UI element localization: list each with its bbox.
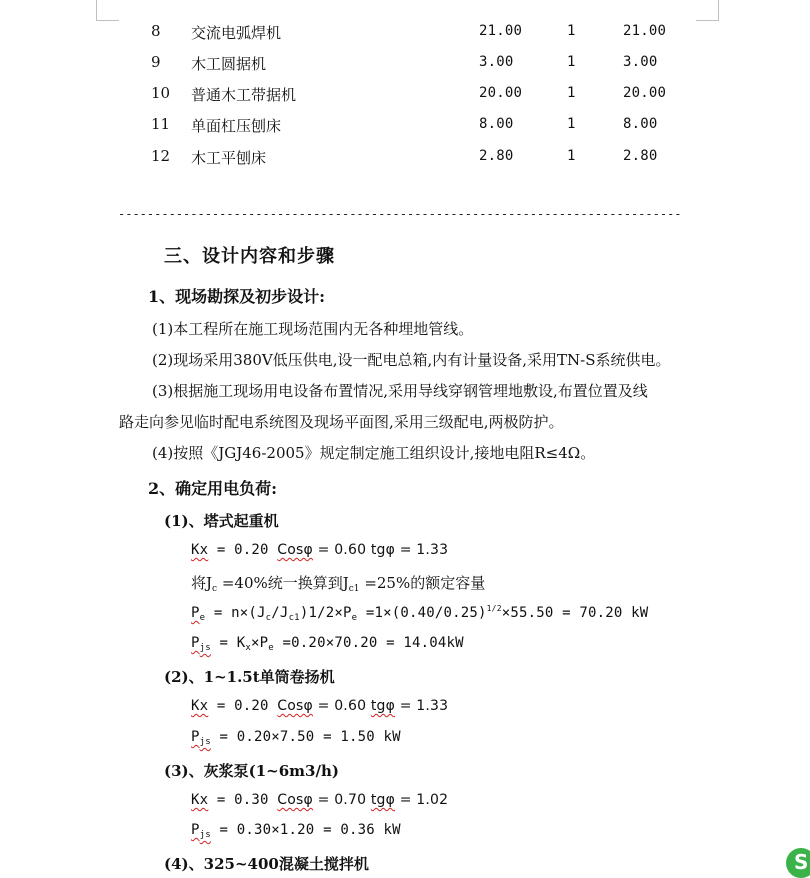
row-power: 20.00 — [479, 85, 523, 101]
kx-label: Kx — [191, 542, 209, 558]
row-no: 12 — [151, 147, 171, 165]
item-title-mixer: (4)、325~400混凝土搅拌机 — [164, 855, 369, 873]
app-logo-icon[interactable]: S — [786, 848, 810, 878]
cos-label: Cosφ — [277, 542, 313, 558]
item-title-pump: (3)、灰浆泵(1~6m3/h) — [164, 762, 339, 780]
page-corner-mark-top-right — [696, 0, 719, 21]
row-name: 普通木工带据机 — [191, 86, 297, 104]
tg-value: = 1.33 — [395, 542, 449, 558]
row-total: 20.00 — [623, 85, 667, 101]
row-power: 8.00 — [479, 116, 514, 132]
row-total: 3.00 — [623, 54, 658, 70]
kx-value: = 0.20 — [208, 542, 278, 558]
page-corner-mark-top-left — [96, 0, 119, 21]
coefficient-line: Kx = 0.20 Cosφ = 0.60 tgφ = 1.33 — [191, 698, 449, 714]
pjs-formula: $P_{js} = K_x\times P_e =0.20\times 70.20 = 14.04kW$ — [191, 635, 464, 653]
row-name: 交流电弧焊机 — [191, 24, 282, 42]
paragraph: 路走向参见临时配电系统图及现场平面图,采用三级配电,两极防护。 — [119, 413, 564, 431]
row-total: 2.80 — [623, 148, 658, 164]
pjs-formula: $P_{js} = 0.30\times 1.20 = 0.36$ kW — [191, 822, 401, 840]
coefficient-line — [191, 542, 448, 558]
conversion-line: 将$J_c =40\%$统一换算到$J_{c1} =25\%$的额定容量 — [191, 574, 486, 594]
row-qty: 1 — [567, 54, 576, 70]
item-title-tower-crane: (1)、塔式起重机 — [164, 512, 279, 530]
section-title: 三、设计内容和步骤 — [164, 246, 335, 267]
row-no: 8 — [151, 22, 161, 40]
row-no: 10 — [151, 84, 171, 102]
row-qty: 1 — [567, 116, 576, 132]
subsection-title-survey: 1、现场勘探及初步设计: — [148, 287, 326, 306]
row-name: 木工圆据机 — [191, 55, 267, 73]
paragraph: (1)本工程所在施工现场范围内无各种埋地管线。 — [152, 320, 474, 338]
pjs-formula: $P_{js} = 0.20\times 7.50 = 1.50$ kW — [191, 729, 401, 747]
cos-value: = 0.60 — [312, 542, 371, 558]
tg-label: tgφ — [370, 542, 396, 558]
item-title-hoist: (2)、1~1.5t单筒卷扬机 — [164, 668, 335, 686]
row-power: 2.80 — [479, 148, 514, 164]
paragraph: (3)根据施工现场用电设备布置情况,采用导线穿钢管埋地敷设,布置位置及线 — [152, 382, 648, 400]
row-no: 11 — [151, 115, 171, 133]
coefficient-line: Kx = 0.30 Cosφ = 0.70 tgφ = 1.02 — [191, 792, 449, 808]
paragraph: (4)按照《JGJ46-2005》规定制定施工组织设计,接地电阻R≤4Ω。 — [152, 444, 596, 462]
row-name: 木工平刨床 — [191, 149, 267, 167]
row-qty: 1 — [567, 148, 576, 164]
row-qty: 1 — [567, 23, 576, 39]
row-total: 8.00 — [623, 116, 658, 132]
row-total: 21.00 — [623, 23, 667, 39]
row-name: 单面杠压刨床 — [191, 117, 282, 135]
row-no: 9 — [151, 53, 161, 71]
section-divider: ------------------------------------------------------------------------------ — [118, 207, 682, 221]
row-power: 3.00 — [479, 54, 514, 70]
subsection-title-load: 2、确定用电负荷: — [148, 479, 278, 498]
paragraph: (2)现场采用380V低压供电,设一配电总箱,内有计量设备,采用TN-S系统供电。 — [152, 351, 671, 369]
row-power: 21.00 — [479, 23, 523, 39]
row-qty: 1 — [567, 85, 576, 101]
pe-formula: $P_e = n\times(J_c/J_{c1})1/2\times P_e =1\times(0.40/0.25)^{1/2}\times 55.50 = 70.20$ kW — [191, 604, 649, 623]
